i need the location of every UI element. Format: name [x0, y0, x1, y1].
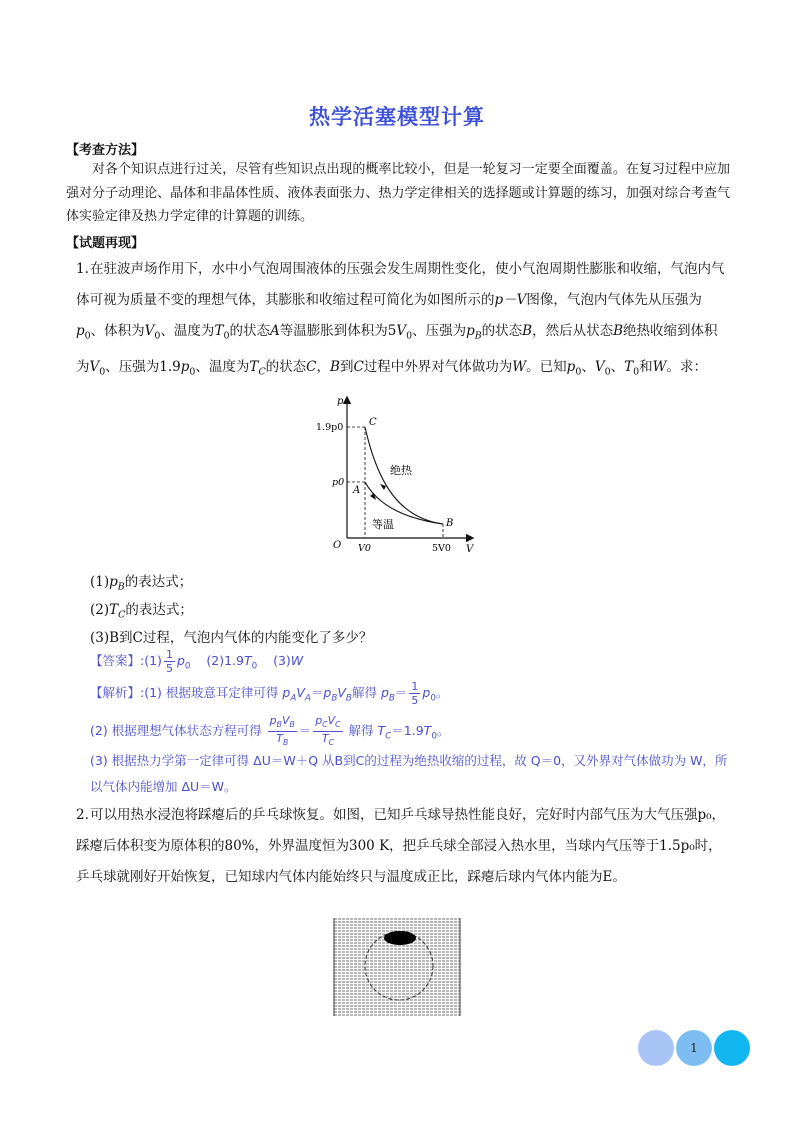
page-number: 1: [690, 1041, 698, 1055]
arrow-icon: [380, 484, 386, 490]
answer: 【答案】:(1) $\frac{1}{5}$ $p_0$ $(2)1.9T_0$ (3)W: [90, 648, 304, 675]
sub-question-2: $(2)T_C$的表达式；: [90, 602, 193, 621]
question-number: 2.: [76, 807, 89, 823]
reappear-heading: 【试题再现】: [66, 236, 145, 251]
page-number-badge: [638, 1030, 750, 1066]
method-heading: 【考查方法】: [66, 143, 145, 158]
dent: [384, 931, 416, 945]
question-number: 1.: [76, 261, 89, 277]
point-c: C: [369, 417, 377, 428]
sub-question-3: (3)B到C过程，气泡内气体的内能变化了多少？: [90, 630, 373, 646]
circle-left: [638, 1030, 674, 1066]
p-axis-label: p: [337, 396, 344, 407]
question-2: 2.可以用热水浸泡将踩瘪后的乒乓球恢复。如图，已知乒乓球导热性能良好，完好时内部气压为大气压强p₀，踩瘪后体积变为原体积的80%，外界温度恒为300 K，把乒乓球全部浸入热水里，当球内气压等于1.5p₀时，乒乓球就刚好开始恢复，已知球内气体内能始终只与温度成正比，踩瘪后球内气体内能为E。: [76, 800, 730, 893]
isothermal-label: 等温: [372, 518, 394, 531]
label-p0: p0: [332, 477, 345, 488]
method-text: 对各个知识点进行过关，尽管有些知识点出现的概率比较小，但是一轮复习一定要全面覆盖。在复习过程中应加强对分子动理论、晶体和非晶体性质、液体表面张力、热力学定律相关的选择题或计算题的练习，加强对综合考查气体实验定律及热力学定律的计算题的训练。: [66, 162, 730, 224]
point-b: B: [446, 518, 454, 529]
analysis-2: (2) 根据理想气体状态方程可得 $\frac{p_BV_B}{T_B}$ ＝ $\frac{p_CV_C}{T_C}$ 解得 $T_C=1.9T_0$。: [90, 714, 450, 748]
adiabatic-label: 绝热: [390, 464, 412, 477]
question-1: 1.在驻波声场作用下，水中小气泡周围液体的压强会发生周期性变化，使小气泡周期性膨胀和收缩，气泡内气体可视为质量不变的理想气体，其膨胀和收缩过程可简化为如图所示的p－V图像，气泡内气体先从压强为$p_0$、体积为$V_0$、温度为$T_0$的状态A等温膨胀到体积为$5V_0$、压强为$p_B$的状态B，然后从状态B绝热收缩到体积为$V_0$、压强为$1.9p_0$、温度为$T_C$的状态C，B到C过程中外界对气体做功为W。已知$p_0$、$V_0$、$T_0$和W。求：: [76, 254, 730, 387]
label-5v0: 5V0: [432, 543, 451, 554]
page-title: 热学活塞模型计算: [309, 105, 485, 129]
pv-diagram: [316, 390, 490, 560]
label-19p0: 1.9p0: [316, 422, 344, 433]
ball-in-water-figure: [334, 918, 460, 1016]
origin-label: O: [333, 540, 342, 551]
label-v0: V0: [358, 543, 371, 554]
analysis-3: (3) 根据热力学第一定律可得 ΔU＝W＋Q 从B到C的过程为绝热收缩的过程，故 Q＝0，又外界对气体做功为 W，所以气体内能增加 ΔU＝W。: [90, 753, 728, 794]
sub-question-1: $(1)p_B$的表达式；: [90, 574, 193, 593]
v-axis-label: V: [466, 544, 474, 555]
arrow-icon: [370, 493, 376, 500]
point-a: A: [353, 485, 361, 496]
circle-right: [714, 1030, 750, 1066]
analysis-1: 【解析】:(1) 根据玻意耳定律可得 $p_AV_A=p_BV_B$解得 $p_B=$ $\frac{1}{5}$ $p_0$。: [90, 680, 449, 707]
